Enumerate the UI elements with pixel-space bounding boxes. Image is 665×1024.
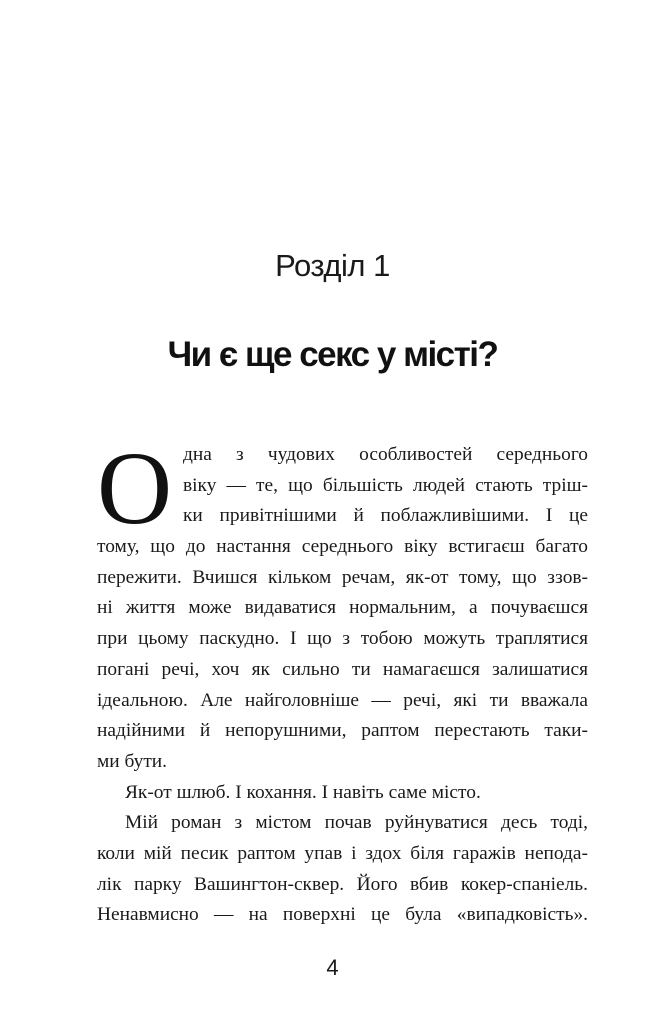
text-line: ми бути. bbox=[97, 750, 168, 772]
text-line: пережити. Вчишся кільком речам, як-от тому, що ззов- bbox=[97, 566, 588, 588]
text-line: дна з чудових особливостей середнього bbox=[183, 444, 588, 465]
text-line: надійними й непорушними, раптом перестають таки- bbox=[97, 720, 588, 742]
text-line: ідеальною. Але найголовніше — речі, які ти вважала bbox=[97, 689, 588, 711]
text-line: віку — те, що більшість людей стають тріш- bbox=[183, 474, 588, 496]
body-text bbox=[97, 431, 588, 931]
drop-cap: О bbox=[97, 431, 173, 546]
chapter-title: Чи є ще секс у місті? bbox=[167, 335, 498, 374]
text-line: ні життя може видаватися нормальним, а почуваєшся bbox=[97, 597, 588, 619]
text-line: лік парку Вашингтон-сквер. Його вбив кокер-спаніель. bbox=[97, 873, 588, 895]
text-line: ки привітнішими й поблажливішими. І це bbox=[183, 505, 588, 527]
text-line: Мій роман з містом почав руйнуватися десь тоді, bbox=[125, 812, 588, 834]
chapter-label: Розділ 1 bbox=[275, 248, 390, 283]
text-line: тому, що до настання середнього віку встигаєш багато bbox=[97, 536, 588, 558]
text-line: при цьому паскудно. І що з тобою можуть траплятися bbox=[97, 628, 588, 650]
text-line: погані речі, хоч як сильно ти намагаєшся залишатися bbox=[97, 658, 588, 680]
text-line: Ненавмисно — на поверхні це була «випадковість». bbox=[97, 904, 588, 926]
text-line: Як-от шлюб. І кохання. І навіть саме місто. bbox=[125, 781, 481, 803]
page-number: 4 bbox=[326, 955, 339, 980]
text-line: коли мій песик раптом упав і здох біля гаражів непода- bbox=[97, 842, 588, 864]
